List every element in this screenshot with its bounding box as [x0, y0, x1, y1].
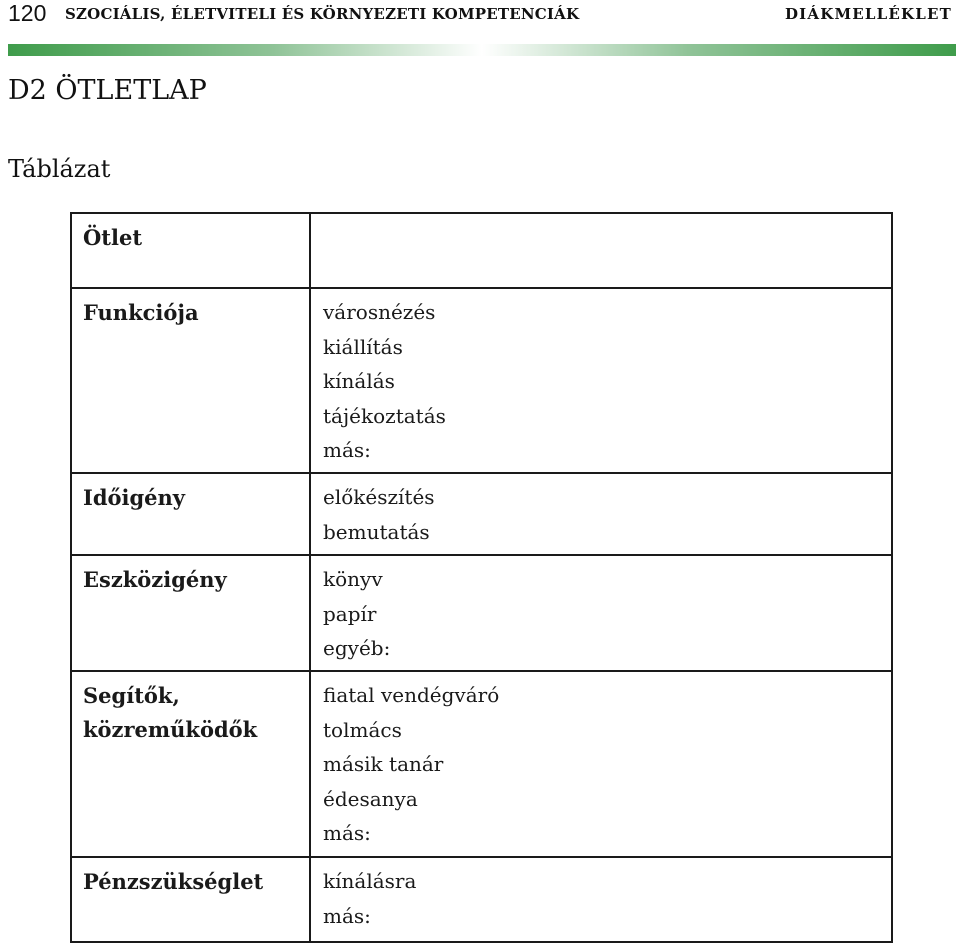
- page-header: [8, 0, 956, 30]
- option-text: könyv: [323, 567, 383, 591]
- running-title: SZOCIÁLIS, ÉLETVITELI ÉS KÖRNYEZETI KOMPETENCIÁK: [65, 5, 580, 23]
- table-row: [71, 857, 892, 942]
- option-text: tolmács: [323, 717, 402, 742]
- option-text: előkészítés: [323, 485, 435, 509]
- table-row: [71, 555, 892, 671]
- option-text: tájékoztatás: [323, 403, 446, 428]
- row-value-cell: [310, 473, 892, 555]
- option-text: más:: [323, 438, 371, 462]
- idea-table: [70, 212, 893, 943]
- page-number: 120: [8, 0, 47, 26]
- option-text: kínálásra: [323, 869, 417, 893]
- row-value-cell: [310, 671, 892, 857]
- row-value-cell: [310, 288, 892, 473]
- document-subtitle: Táblázat: [8, 155, 111, 183]
- document-title: D2 ÖTLETLAP: [8, 75, 207, 106]
- option-text: bemutatás: [323, 519, 430, 544]
- row-label: Ötlet: [71, 213, 310, 288]
- table-row: [71, 288, 892, 473]
- header-gradient-rule: [8, 44, 956, 56]
- row-value-cell[interactable]: [310, 213, 892, 288]
- table-row: [71, 473, 892, 555]
- table-row: [71, 671, 892, 857]
- option-text: másik tanár: [323, 752, 444, 776]
- option-text: egyéb:: [323, 636, 391, 660]
- running-section-label: DIÁKMELLÉKLET: [784, 5, 952, 23]
- row-label: Funkciója: [71, 288, 310, 473]
- row-label: Időigény: [71, 473, 310, 555]
- option-text: fiatal vendégváró: [323, 683, 500, 707]
- row-value-cell: [310, 555, 892, 671]
- option-text: kiállítás: [323, 334, 403, 359]
- option-text: más:: [323, 821, 371, 845]
- row-label: Pénzszükséglet: [71, 857, 310, 942]
- option-text: kínálás: [323, 369, 395, 393]
- row-value-cell: [310, 857, 892, 942]
- option-text: papír: [323, 601, 377, 626]
- row-label: Eszközigény: [71, 555, 310, 671]
- option-text: városnézés: [323, 300, 436, 324]
- option-text: édesanya: [323, 786, 418, 811]
- row-label: Segítők, közreműködők: [71, 671, 310, 857]
- option-text: más:: [323, 903, 371, 928]
- table-row: [71, 213, 892, 288]
